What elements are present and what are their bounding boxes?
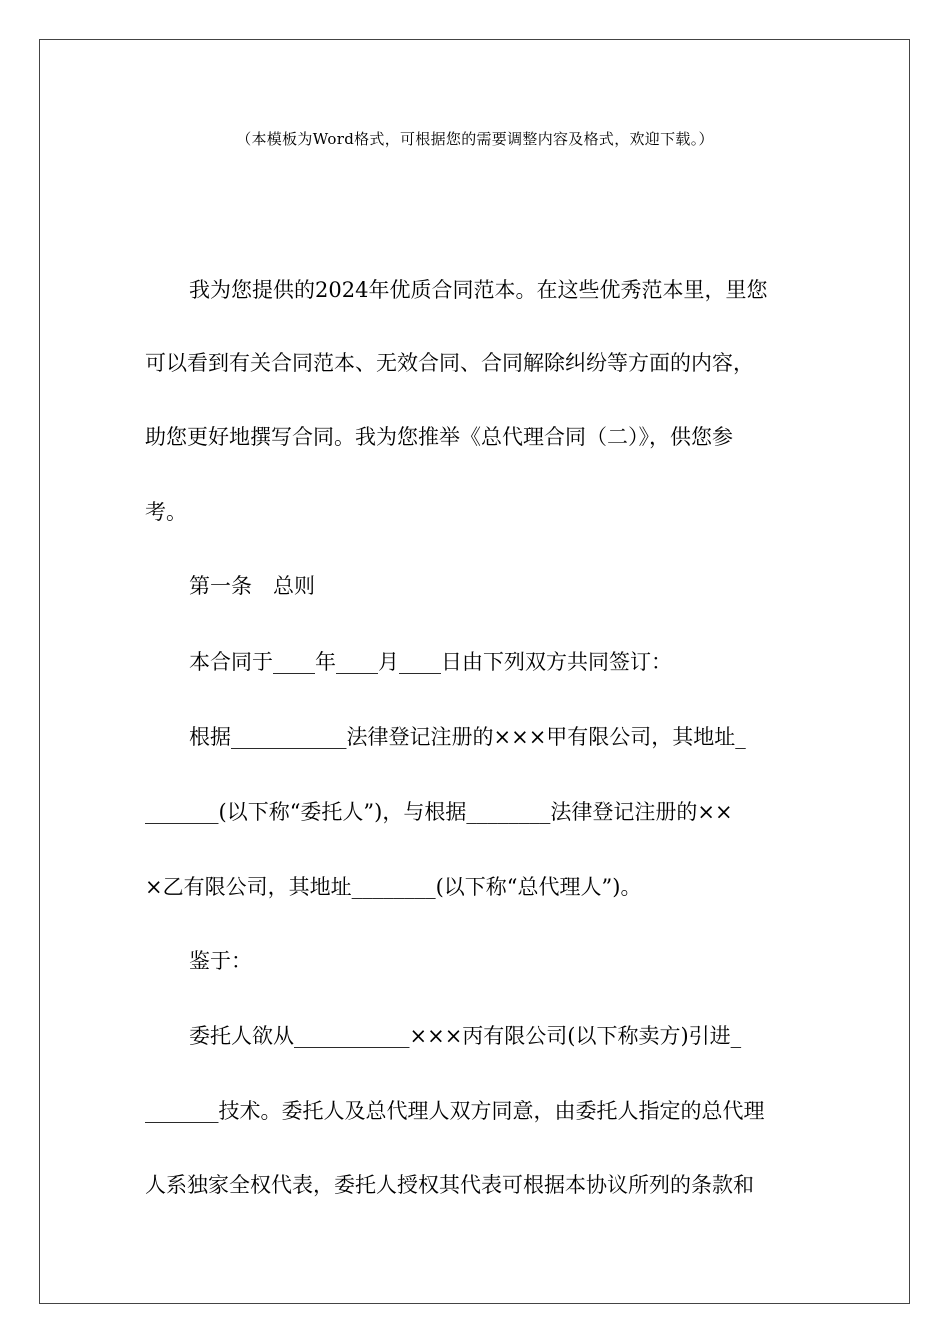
party-line-1: 根据___________法律登记注册的×××甲有限公司，其地址_ [189,725,746,749]
party-line-2: _______(以下称“委托人”)，与根据________法律登记注册的×× [145,800,733,824]
whereas-heading: 鉴于： [189,949,252,973]
article-heading: 第一条 总则 [189,574,315,598]
intro-line-3: 助您更好地撰写合同。我为您推举《总代理合同（二）》，供您参 [145,425,733,449]
intro-line-1: 我为您提供的2024年优质合同范本。在这些优秀范本里，里您 [189,278,768,302]
whereas-line-2: _______技术。委托人及总代理人双方同意，由委托人指定的总代理 [145,1099,765,1123]
whereas-line-1: 委托人欲从___________×××丙有限公司(以下称卖方)引进_ [189,1024,742,1048]
intro-line-2: 可以看到有关合同范本、无效合同、合同解除纠纷等方面的内容， [145,351,754,375]
party-line-3: ×乙有限公司，其地址________(以下称“总代理人”)。 [145,875,642,899]
template-note: （本模板为Word格式，可根据您的需要调整内容及格式，欢迎下载。） [236,130,714,148]
whereas-line-3: 人系独家全权代表，委托人授权其代表可根据本协议所列的条款和 [145,1173,754,1197]
signing-date-line: 本合同于____年____月____日由下列双方共同签订： [189,650,672,674]
intro-line-4: 考。 [145,500,187,524]
